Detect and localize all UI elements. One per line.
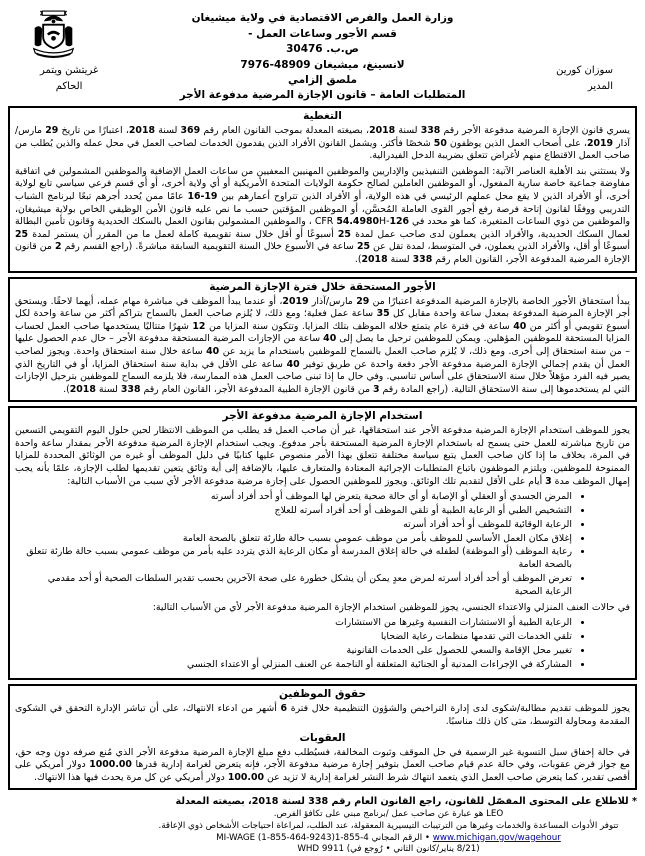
bullet-separator: •	[424, 832, 431, 843]
toll-free-label: الرقم المجاني	[371, 832, 423, 843]
list-item: • تغيير محل الإقامة والسعي للحصول على الخدمات القانونية	[21, 645, 572, 658]
poster-type: ملصق إلزامي	[287, 74, 358, 86]
revised-month: يناير/كانون الثاني	[393, 844, 455, 855]
list-item: • تلقي الخدمات التي تقدمها منظمات رعاية الضحايا	[21, 631, 572, 644]
director-block	[556, 63, 613, 95]
footer	[0, 794, 645, 855]
document-id-line	[140, 844, 637, 856]
list-item: • المشاركة في الإجراءات المدنية أو الجنائية المتعلقة أو الناجمة عن العنف المنزلي أو الاعتداء الجنسي	[21, 659, 572, 672]
usage-reasons-list	[15, 491, 630, 598]
usage-intro: يجوز للموظف استخدام الإجازة المرضية مدفوعة الأجر عند استحقاقها، غير أن صاحب العمل قد يطلب من الموظف الانتظار لحين حلول اليوم التقويمي التسعين من تاريخ مباشرته للعمل حتى يسمح له باستخدام الإجازة المرضية المستحقة بأجر مدفوع. ويجب استخدام الإجازة المرضية مدفوعة الأجر بمقدار ساعة واحدة في المرة، بخلاف ما إذا كان صاحب العمل يتبع سياسة مختلفة تتعلق بهذا الأمر منصوص عليها كتابيًا في دليل الموظف أو غيره من الوثائق المحددة للمزايا الممنوحة للموظفين. ويلتزم الموظفون باتباع المتطلبات الإجرائية المعتادة والمتعارف عليها، بالإضافة إلى أية وثائق يتعين تقديمها لطلب الإجازة، علمًا بأنه يجب إمهال الموظف مدة 3 أيام على الأقل لتقديم تلك الوثائق. ويجوز للموظفين الحصول على إجازة مرضية مدفوعة الأجر لأي سبب من الأسباب التالية:	[15, 425, 630, 487]
section-accrual	[8, 277, 637, 403]
section-title-usage: استخدام الإجازة المرضية مدفوعة الأجر	[222, 410, 423, 423]
section-title-rights: حقوق الموظفين	[278, 688, 367, 701]
section-usage	[8, 406, 637, 680]
agency-name: وزارة العمل والفرص الاقتصادية في ولاية ميشيغان	[191, 12, 454, 24]
section-rights-penalties	[8, 684, 637, 790]
governor-block	[40, 63, 98, 95]
governor-title: الحاكم	[55, 81, 83, 92]
bullet-separator: •	[385, 844, 391, 855]
rights-paragraph: يجوز للموظف تقديم مطالبة/شكوى لدى إدارة التراخيص والشؤون التنظيمية خلال فترة 6 أشهر من ادعاء الانتهاك، على أن تباشر الإدارة التحقق في الشكوى المقدمة ومحاولة التوسط، متى كان ذلك مناسبًا.	[15, 703, 630, 727]
section-title-penalties: العقوبات	[299, 731, 346, 744]
toll-free-phone: MI-WAGE (1-855-464-9243)1-855-4	[216, 832, 369, 843]
contact-line	[140, 833, 637, 845]
list-item: • تعرض الموظف أو أحد أفراد أسرته لمرض معدٍ يمكن أن يشكل خطورة على صحة الآخرين بحسب تقدير السلطات الصحية أو أحد مقدمي الرعاية الصحية	[21, 573, 572, 599]
usage-dv-intro: في حالات العنف المنزلي والاعتداء الجنسي، يجوز للموظفين استخدام الإجازة المرضية مدفوعة الأجر لأي من الأسباب التالية:	[152, 601, 630, 613]
division-name: قسم الأجور وساعات العمل -	[248, 27, 397, 40]
list-item: • رعاية الموظف (أو الموظفة) لطفله في حالة إغلاق المدرسة أو مكان الرعاية الذي يتردد عليه بأمر من موظف عمومي بسبب حالة طارئة تتعلق بالصحة العامة	[21, 546, 572, 572]
po-box: ص.ب. 30476	[286, 43, 359, 55]
letterhead	[0, 0, 645, 106]
list-item: • الرعاية الوقائية للموظف أو أحد أفراد أسرته	[21, 519, 572, 532]
list-item: • المرض الجسدي أو العقلي أو الإصابة أو أي حالة صحية يتعرض لها الموظف أو أحد أفراد أسرته	[21, 491, 572, 504]
section-title-coverage: التغطية	[303, 110, 342, 122]
coverage-paragraph: ولا يستثني بند الأهلية العناصر الآتية: الموظفين التنفيذيين والإداريين والموظفين المهنيين المعفيين من ساعات العمل الإضافية والموظفين المشمولين في اتفاقية مفاوضة جماعية خاصة سارية المفعول، أو الموظفين العاملين لصالح حكومة الولايات المتحدة الأمريكية أو أي ولاية أخرى، أو أي قسم فرعي سياسي تابع لولاية أخرى، أو الأفراد الذين لا يقع محل عملهم الرئيسي في هذه الولاية، أو الأفراد الذين تتراوح أعمارهم بين 19-16 عامًا ممن يُحدد أجرهم تبعًا لبرنامج الشباب التدريبي ووفقًا لقانون إتاحة فرصة رفع أجور القوى العاملة المُحسَّن، أو الموظفين المؤقتين حسب ما نص عليه قانون الأمن الوظيفي الخاص بولاية ميشيغان، والموظفين من ذوي الساعات المتغيرة، كما هو محدد في CFR 54.4980H-126 ، والموظفين المشمولين بقانون العمل بالسكك الحديدية وقانون تأمين البطالة لعمال السكك الحديدية، والأفراد الذين يعملون لدى صاحب عمل لمدة 25 أسبوعًا أو أقل خلال سنة تقويمية كاملة لعمل ما من المقرر أن يستمر لمدة 25 أسبوعًا أو أقل، والأفراد الذين يعملون، في المتوسط، لمدة تقل عن 25 ساعة في الأسبوع خلال السنة التقويمية السابقة مباشرةً. (راجع القسم رقم 2 من قانون الإجازة المرضية المدفوعة الأجر، القانون العام رقم 338 لسنة 2018).	[15, 165, 630, 265]
poster-title: المتطلبات العامة – قانون الإجازة المرضية مدفوعة الأجر	[179, 88, 466, 101]
equal-opportunity-line: LEO هو عبارة عن صاحب عمل /برنامج مبني على تكافؤ الفرص.	[273, 809, 504, 820]
list-item: • إغلاق مكان العمل الأساسي للموظف بأمر من موظف عمومي بسبب حالة طارئة تتعلق بالصحة العامة	[21, 533, 572, 546]
revised-date: 8/21)	[456, 844, 480, 855]
coverage-paragraph: يسري قانون الإجازة المرضية مدفوعة الأجر رقم 338 لسنة 2018، بصيغته المعدلة بموجب القانون العام رقم 369 لسنة 2018، اعتبارًا من تاريخ 29 مارس/آذار 2019، على أصحاب العمل الذين يوظفون 50 شخصًا فأكثر. ويشمل القانون الأفراد الذين يقدمون الخدمات لصاحب العمل في محل عمله والذين يُطلب من صاحب العمل الاقتطاع منهم لأغراض تتعلق بضريبة الدخل الفيدرالية.	[15, 125, 630, 162]
city-state-zip: لانسينغ، ميشيغان 48909-7976	[240, 58, 405, 71]
accrual-paragraph: يبدأ استحقاق الأجور الخاصة بالإجازة المرضية المدفوعة اعتبارًا من 29 مارس/آذار 2019، أو عندما يبدأ الموظف في مباشرة مهام عمله، أيهما لاحقًا. ويستحق أجر الإجازة المرضية المدفوعة بمعدل ساعة واحدة مقابل كل 35 ساعة عمل فعلية؛ ومع ذلك، لا يُلزم صاحب العمل بالسماح بتراكم أكثر من ساعة واحدة لكل أسبوع تقويمي أو أكثر من 40 ساعة في فترة عام يتمتع خلاله الموظف بتلك المزايا. وتتكون سنة المزايا من 12 شهرًا متتاليًا يستخدمها صاحب العمل لحساب المزايا المستحقة للموظفين المؤهلين. ويمكن للموظفين ترحيل ما يصل إلى 40 ساعة من الإجازات المرضية المستحقة مدفوعة الأجر – حال عدم الحصول عليها – من سنة استحقاق إلى أخرى. ومع ذلك، لا يُلزم صاحب العمل بالسماح للموظفين باستخدام ما يزيد عن 40 ساعة خلال سنة استحقاق واحدة. ويجوز لصاحب العمل أن يقدم إجمالي الإجازة المرضية مدفوعة الأجر دفعة واحدة عن طريق توفير 40 ساعة على الأقل في بداية سنة استحقاق المزايا، أو في التاريخ الذي يصير فيه الفرد مؤهلاً خلال سنة الاستحقاق على أساس تناسبي. وفي حال ما إذا تبنى صاحب العمل هذه الممارسة، فلا يلزمه السماح للموظفين بترحيل الإجازات التي لم يستخدموها إلى سنة الاستحقاق التالية. (راجع المادة رقم 3 من قانون الإجازة الطبية المدفوعة الأجر، القانون العام رقم 338 لسنة 2018).	[15, 295, 631, 395]
penalties-paragraph: في حالة إخفاق سبل التسوية غير الرسمية في حل الموقف وثبوت المخالفة، فسيُطلب دفع مبلغ الإجازة المرضية مدفوعة الأجر الذي مُنع صرفه دون وجه حق، مع جواز فرض عقوبات، وفي حالة عدم قيام صاحب العمل بتوفير إجازة مرضية مدفوعة الأجر، فإنه يتعرض لغرامة إدارية قدرها 1000.00 دولار أمريكي على أقصى تقدير، كما يتعرض صاحب العمل الذي يتعمد انتهاك شرط النشر لغرامة إدارية لا تزيد عن 100.00 دولار أمريكي عن كل مرة يحدث فيها هذا الانتهاك.	[15, 746, 630, 783]
governor-name: غريتشن ويتمر	[40, 65, 99, 76]
revised-label: رُوجع في	[350, 844, 383, 855]
section-title-accrual: الأجور المستحقة خلال فترة الإجازة المرضية	[209, 280, 436, 293]
director-name: سوزان كورين	[556, 65, 613, 76]
doc-number: WHD 9911 (	[297, 844, 351, 855]
list-item: • التشخيص الطبي أو الرعاية الطبية أو تلقي الموظف أو أحد أفراد أسرته للعلاج	[21, 505, 572, 518]
footnote-full-law: * للاطلاع على المحتوى المفصّل للقانون، راجع القانون العام رقم 338 لسنة 2018، بصيغته المعدلة	[175, 796, 637, 808]
section-coverage	[8, 106, 637, 273]
list-item: • الرعاية الطبية أو الاستشارات النفسية وغيرها من الاستشارات	[21, 617, 572, 630]
accommodations-line: تتوفر الأدوات المساعدة والخدمات وغيرها من الترتيبات التيسيرية المعقولة، عند الطلب، لمراعاة احتياجات الأشخاص ذوي الإعاقة.	[158, 820, 619, 831]
michigan-state-seal-icon	[30, 9, 77, 62]
director-title: المدير	[587, 81, 613, 92]
wagehour-link[interactable]: www.michigan.gov/wagehour	[432, 832, 561, 843]
usage-dv-reasons-list	[15, 617, 630, 671]
